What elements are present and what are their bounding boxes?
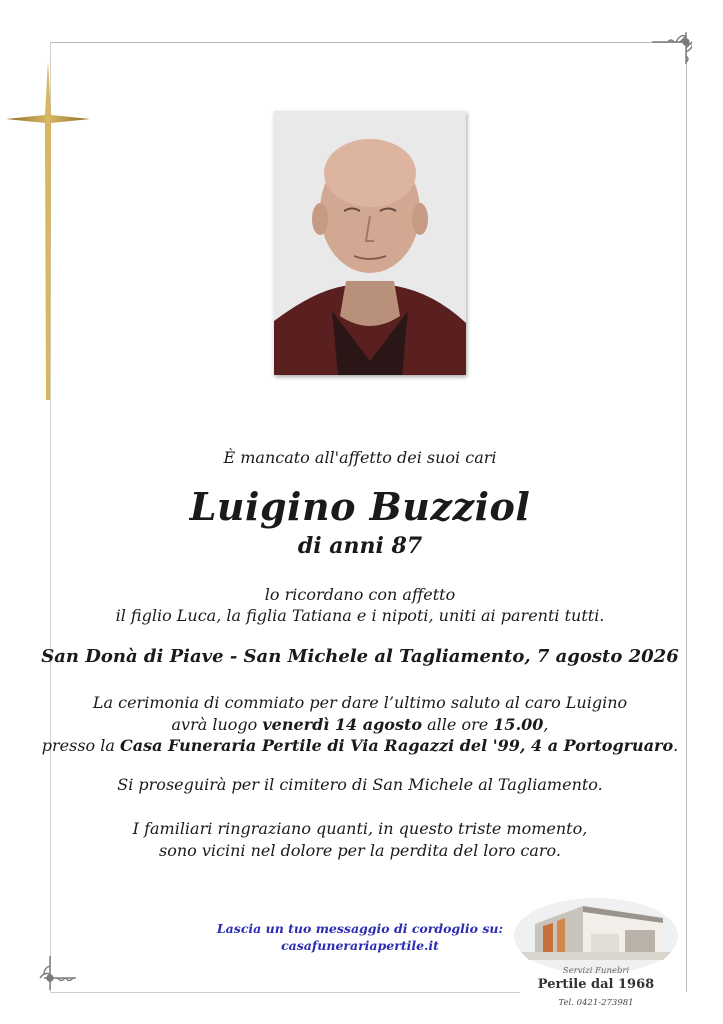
condolence-link[interactable]: casafunerariapertile.it bbox=[281, 938, 439, 953]
ceremony-text-part: alle ore bbox=[422, 714, 494, 734]
intro-line: È mancato all'affetto dei suoi cari bbox=[223, 448, 497, 467]
ceremony-text-part: presso la bbox=[41, 736, 120, 755]
ceremony-line: La cerimonia di commiato per dare l’ultimo saluto al caro Luigino bbox=[92, 693, 628, 712]
remembrance-line: lo ricordano con affetto bbox=[264, 585, 456, 604]
logo-tagline: Servizi Funebri bbox=[562, 966, 630, 976]
ceremony-line bbox=[20, 735, 700, 757]
place-date-line: San Donà di Piave - San Michele al Tagliamento, 7 agosto 2026 bbox=[41, 646, 679, 667]
thanks-text bbox=[40, 818, 680, 861]
frame-bottom-line bbox=[50, 992, 520, 993]
ceremony-place: Casa Funeraria Pertile di Via Ragazzi del '99, 4 a Portogruaro bbox=[120, 736, 674, 755]
remembrance-line: il figlio Luca, la figlia Tatiana e i nipoti, uniti ai parenti tutti. bbox=[115, 606, 605, 625]
continuation-line: Si proseguirà per il cimitero di San Michele al Tagliamento. bbox=[117, 775, 603, 794]
deceased-name: Luigino Buzziol bbox=[189, 484, 531, 529]
thanks-line: I familiari ringraziano quanti, in questo triste momento, bbox=[132, 819, 588, 838]
ceremony-text bbox=[20, 692, 700, 757]
ceremony-text-part: . bbox=[673, 736, 679, 755]
portrait-photo bbox=[274, 111, 466, 375]
age-line: di anni 87 bbox=[297, 533, 423, 559]
ceremony-time: 15.00 bbox=[493, 714, 544, 734]
ceremony-line bbox=[20, 714, 700, 736]
condolence-prompt: Lascia un tuo messaggio di cordoglio su: bbox=[216, 921, 504, 936]
funeral-home-logo bbox=[513, 896, 679, 1016]
cross-icon bbox=[6, 60, 92, 400]
frame-right-line bbox=[686, 42, 687, 992]
logo-brand-name: Pertile dal 1968 bbox=[537, 977, 655, 992]
thanks-line: sono vicini nel dolore per la perdita del loro caro. bbox=[159, 840, 561, 860]
ceremony-day: venerdì 14 agosto bbox=[262, 714, 423, 734]
logo-phone: Tel. 0421-273981 bbox=[558, 998, 634, 1008]
ceremony-text-part: avrà luogo bbox=[171, 714, 263, 734]
ornament-corner-icon bbox=[648, 28, 692, 68]
condolence-message bbox=[200, 920, 520, 954]
ornament-corner-icon bbox=[36, 952, 80, 992]
frame-top-line bbox=[50, 42, 686, 43]
building-illustration-icon bbox=[513, 896, 679, 974]
remembrance-text bbox=[40, 584, 680, 626]
ceremony-text-part: , bbox=[543, 714, 549, 734]
